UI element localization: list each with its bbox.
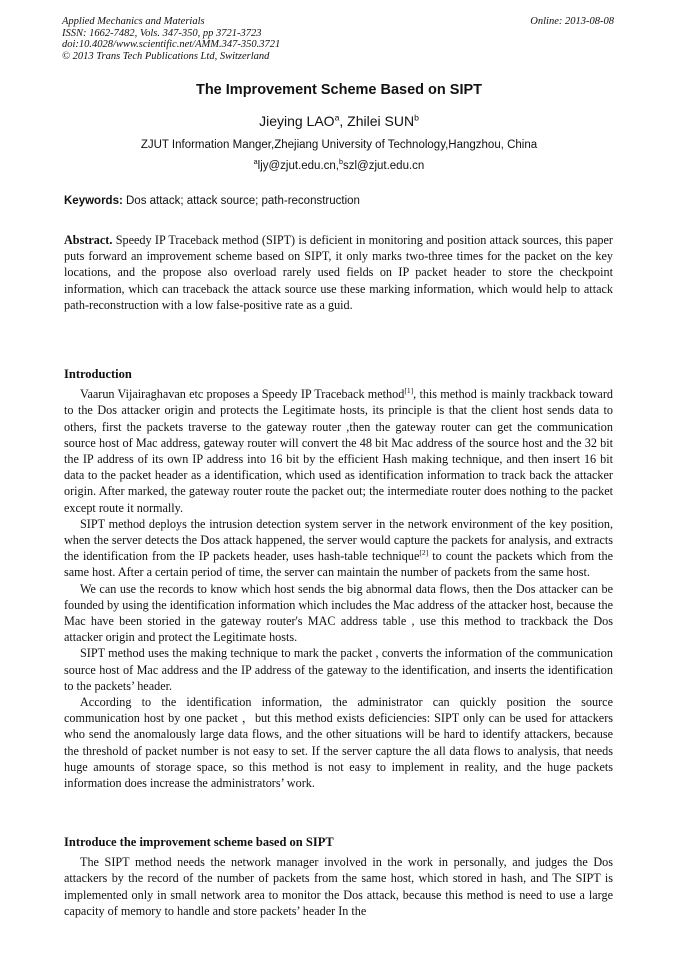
affiliation-mark: a [253,158,258,167]
journal-name: Applied Mechanics and Materials [62,16,205,27]
paragraph: The SIPT method needs the network manager involved in the work in personally, and judges the Dos attackers by the record of the number of packets from the same host, which stored in hash, and The SIPT is implemented only in small network area to monitor the Dos attack, because this method is need to use a large capacity of memory to handle and store packets’ header In the [64,855,613,918]
paragraph: SIPT method uses the making technique to mark the packet , converts the information of the communication source host of Mac address and the IP address of the gateway to the identification, and inserts the identification to the packets’ header. [64,646,613,693]
affiliation-mark: b [339,158,343,167]
abstract-label: Abstract. [64,233,113,247]
abstract [64,232,613,313]
abstract-text: Speedy IP Traceback method (SIPT) is deficient in monitoring and position attack sources, this paper puts forward an improvement scheme based on SIPT, it only marks two-three times for the packet on the key locations, and the propose also overload rarely used fields on IP packet header to store the checkpoint information, which can traceback the attack source use these marking information, which would help to attack path-reconstruction with a low false-positive rate as a guid. [64,233,613,312]
paragraph: We can use the records to know which host sends the big abnormal data flows, then the Dos attacker can be founded by using the identification information which includes the Mac address of the attacker host, because the Mac have been storied in the gateway router's MAC address table , use this method to trackback the Dos attacker origin and protect the Legitimate hosts. [64,581,613,645]
improvement-section [64,834,613,919]
online-date: Online: 2013-08-08 [530,16,614,27]
doi-line: doi:10.4028/www.scientific.net/AMM.347-350.3721 [62,39,281,50]
keywords-text: Dos attack; attack source; path-reconstruction [122,195,360,207]
copyright-line: © 2013 Trans Tech Publications Ltd, Switzerland [62,50,270,62]
paragraph-text: to count the packets which from the same host. After a certain period of time, the server can maintain the number of packets from the same host. [64,549,613,580]
issn-line: ISSN: 1662-7482, Vols. 347-350, pp 3721-3723 [62,27,262,39]
author-name: Zhilei SUN [347,113,415,129]
email-line [0,160,678,172]
paper-title: The Improvement Scheme Based on SIPT [195,82,483,98]
paragraph-text: SIPT method deploys the intrusion detection system server in the network environment of the key position, when the server detects the Dos attack happened, the server would capture the packets for analysis, and extracts the identification from the IP packets header, uses hash-table technique [64,516,613,564]
paragraph-text: , this method is mainly trackback toward to the Dos attacker origin and protects the Legitimate hosts, its principle is that the client host sends data to others, first the packets traverse to the gateway router ,then the gateway router can get the communication source host of Mac address, gateway router will convert the 48 bit Mac address of the source host and the 32 bit the IP address of its own IP address into 16 bit by the efficient Hash making technique, and then insert 16 bit data to the packet header as a identification, which used as identification information to track back the attacker origin. After marked, the gateway router route the packet out; the intermediate router does nothing to the packet except route it normally. [64,387,613,515]
paragraph-text: Vaarun Vijairaghavan etc proposes a Speedy IP Traceback method [80,387,405,402]
email-address: szl@zjut.edu.cn [342,160,425,172]
affiliation-mark: b [414,112,419,123]
affiliation-mark: a [334,112,340,123]
citation: [2] [419,548,429,558]
citation: [1] [404,386,414,396]
author-name: Jieying LAO [259,113,335,129]
paragraph: According to the identification information, the administrator can quickly position the source communication host by one packet ，but this method exists deficiencies: SIPT only can be used for attackers who send the anomalously large data flows, and the other situations will be hard to identify attackers, because the threshold of packet number is not easy to set. If the server capture the all data flows to analysis, that needs huge amounts of storage space, so this method is not easy to implement in reality, and the huge packets information does increase the administrators’ work. [64,695,613,791]
introduction-section [64,366,613,791]
section-heading: Introduction [64,367,132,381]
author-separator: , [339,113,348,129]
journal-header [62,16,280,62]
paragraph [64,386,613,516]
keywords-label: Keywords: [64,195,123,207]
email-address: ljy@zjut.edu.cn, [257,160,339,172]
paragraph [64,516,613,581]
section-heading: Introduce the improvement scheme based on SIPT [64,835,334,849]
author-line [0,113,678,129]
affiliation: ZJUT Information Manger,Zhejiang University of Technology,Hangzhou, China [140,139,538,151]
keywords [64,195,360,207]
